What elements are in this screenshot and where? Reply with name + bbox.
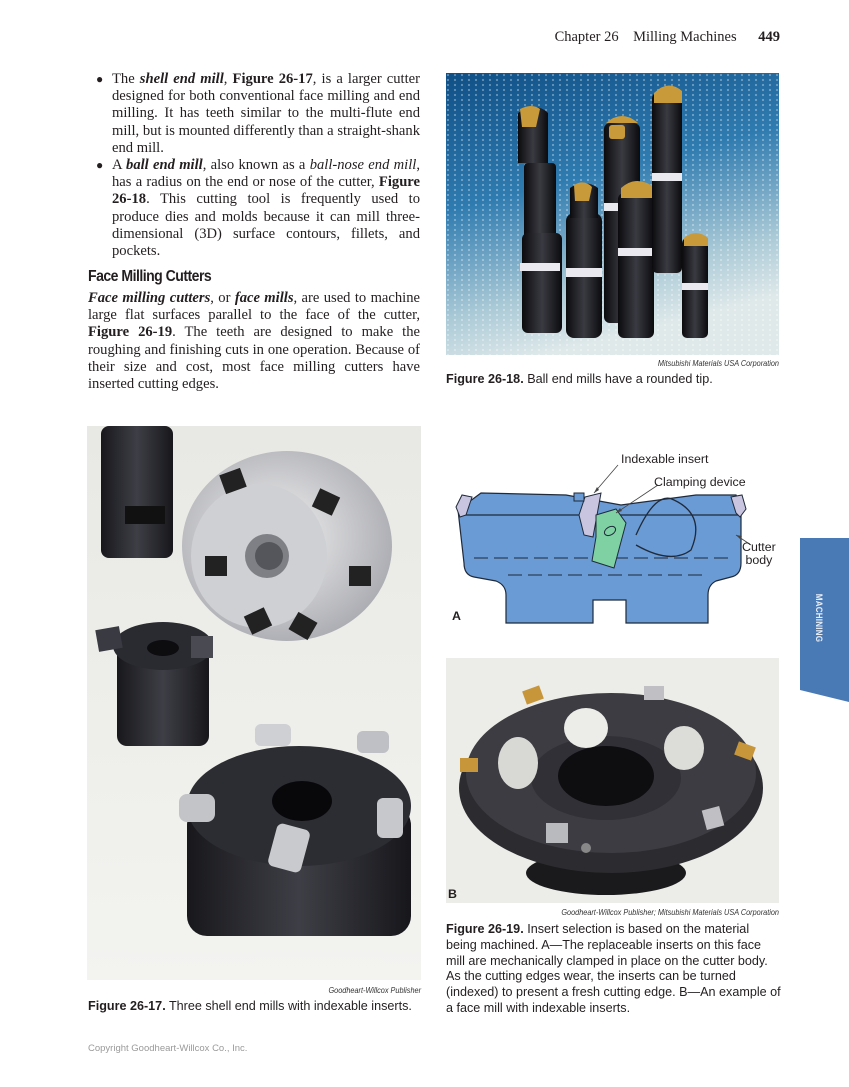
face-mill-cross-section — [446, 445, 786, 630]
figure-26-19-caption — [446, 922, 782, 1017]
chapter-number: Chapter 26 — [554, 29, 619, 45]
caption-text: Ball end mills have a rounded tip. — [523, 372, 713, 386]
section-heading: Face Milling Cutters — [88, 268, 212, 285]
bullet-icon: ● — [96, 72, 104, 86]
face-mill-image — [446, 658, 779, 903]
page-number: 449 — [758, 29, 780, 45]
label-cutter-body — [742, 541, 776, 567]
figure-26-17-credit: Goodheart-Willcox Publisher — [328, 985, 421, 995]
ball-end-mills-image — [446, 73, 779, 355]
bullet-icon: ● — [96, 158, 104, 173]
section-tab-machining — [800, 538, 849, 702]
running-head — [500, 29, 780, 46]
figure-26-17-caption — [88, 999, 428, 1015]
label-cutter: Cutter — [742, 540, 776, 554]
panel-label-b: B — [448, 887, 457, 901]
figure-label: Figure 26-18. — [446, 372, 524, 386]
caption-text: Insert selection is based on the material being machined. A—The replaceable inserts on this face mill are mechanically clamped in place on the cutter body. As the cutting edges wear, the inserts can be turned (indexed) to present a fresh cutting edge. B—An example of a face mill with indexable inserts. — [446, 922, 781, 1015]
figure-label: Figure 26-19. — [446, 922, 524, 936]
figure-26-18-caption — [446, 372, 786, 388]
chapter-title: Milling Machines — [633, 29, 737, 45]
figure-26-17-photo — [87, 426, 421, 980]
bullet-shell-end-mill — [94, 71, 420, 157]
section-paragraph — [88, 290, 420, 393]
bullet-ball-end-mill — [94, 157, 420, 260]
shell-end-mills-image — [87, 426, 421, 980]
paragraph-text: Face milling cutters, or face mills, are used to machine large flat surfaces parallel to the face of the cutter, Figure 26-19. The teeth are designed to make the roughing and finishing cuts in one operation. Because of their size and cost, most face milling cutters have inserted cutting edges. — [88, 290, 421, 393]
bullet-list — [94, 71, 420, 260]
figure-26-18-credit: Mitsubishi Materials USA Corporation — [657, 358, 779, 368]
figure-26-19b-photo — [446, 658, 779, 903]
bullet-text: A ball end mill, also known as a ball-nose end mill, has a radius on the end or nose of the cutter, Figure 26-18. This cutting tool is frequently used to produce dies and molds because it can mill three-dimensional (3D) surface contours, fillets, and pockets. — [112, 157, 421, 260]
tab-label: MACHINING — [814, 593, 824, 643]
caption-text: Three shell end mills with indexable inserts. — [165, 999, 412, 1013]
panel-label-a: A — [452, 609, 461, 623]
label-clamping-device: Clamping device — [654, 475, 746, 489]
copyright-notice: Copyright Goodheart-Willcox Co., Inc. — [88, 1043, 248, 1054]
label-indexable-insert: Indexable insert — [621, 452, 709, 466]
figure-26-19-credit: Goodheart-Willcox Publisher; Mitsubishi Materials USA Corporation — [561, 907, 779, 917]
bullet-text: The shell end mill, Figure 26-17, is a larger cutter designed for both conventional face milling and end milling. It has teeth similar to the multi-flute end mill, but is mounted differently than a straight-shank end mill. — [112, 71, 421, 156]
figure-26-19a-diagram — [446, 445, 786, 630]
figure-label: Figure 26-17. — [88, 999, 166, 1013]
figure-26-18-photo — [446, 73, 779, 355]
tab-shape — [800, 538, 849, 702]
label-body: body — [745, 553, 773, 567]
